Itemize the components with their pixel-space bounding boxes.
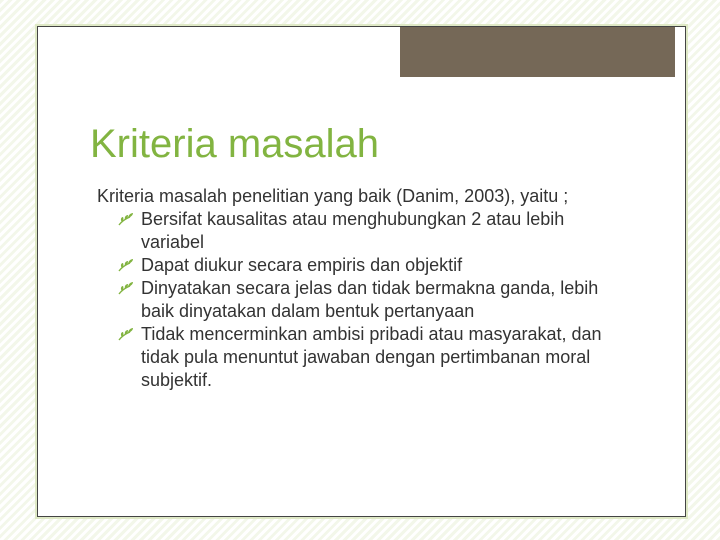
bullet-text: Dinyatakan secara jelas dan tidak bermakna ganda, lebih baik dinyatakan dalam bentuk pertanyaan [141, 278, 599, 321]
intro-text: Kriteria masalah penelitian yang baik (Danim, 2003), yaitu ; [97, 186, 569, 206]
leaf-bullet-icon [118, 327, 134, 341]
list-item [141, 254, 617, 277]
list-item [141, 277, 617, 323]
slide-title: Kriteria masalah [90, 122, 380, 166]
slide-frame [37, 26, 686, 517]
leaf-bullet-icon [118, 258, 134, 272]
bullet-text: Dapat diukur secara empiris dan objektif [141, 255, 463, 275]
accent-block [399, 27, 676, 77]
list-item [141, 208, 617, 254]
bullet-text: Tidak mencerminkan ambisi pribadi atau masyarakat, dan tidak pula menuntut jawaban dengan pertimbanan moral subjektif. [141, 324, 602, 390]
bullet-text: Bersifat kausalitas atau menghubungkan 2 atau lebih variabel [141, 209, 565, 252]
list-item [141, 323, 617, 392]
leaf-bullet-icon [118, 212, 134, 226]
leaf-bullet-icon [118, 281, 134, 295]
slide-content [97, 185, 617, 392]
bullet-list [97, 208, 617, 392]
